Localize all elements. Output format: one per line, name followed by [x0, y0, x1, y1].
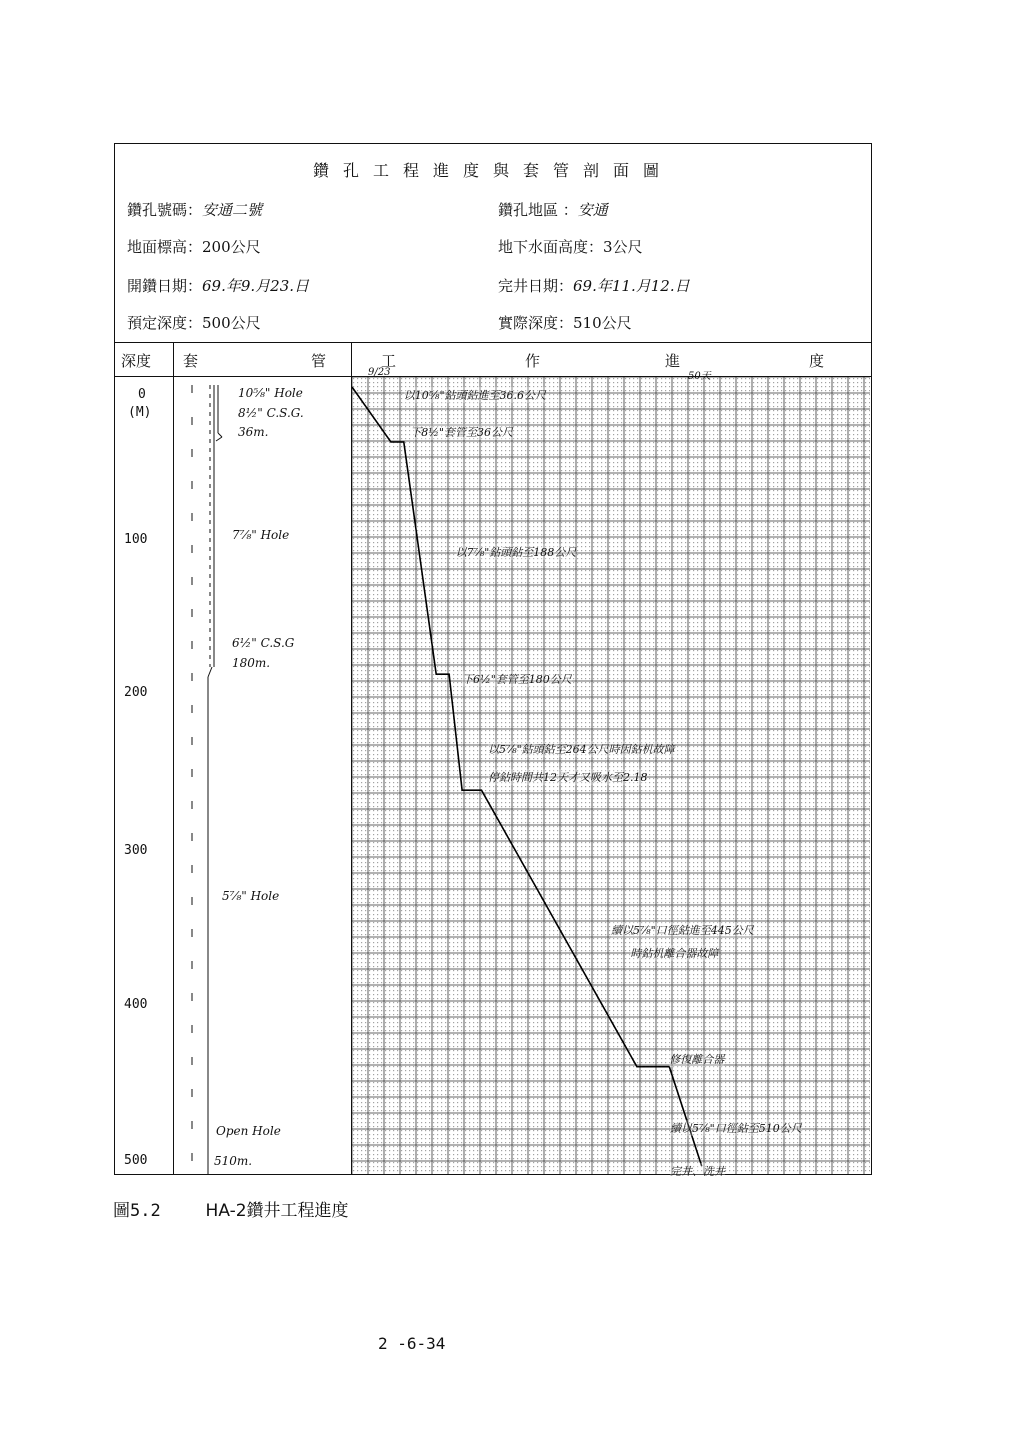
casing-note-1: 10⁵⁄₈" Hole: [238, 386, 303, 400]
work-note: 以10⁵⁄₈"鉆頭鉆進至36.6公尺: [403, 389, 547, 402]
casing-diagram: [172, 377, 350, 1175]
timeline-start-label: 9/23: [368, 367, 391, 378]
casing-column-header-1: 套: [183, 352, 199, 370]
work-note: 以7⁷⁄₈"鉆頭鉆至188公尺: [455, 546, 577, 560]
work-note: 修復離合器: [669, 1053, 725, 1067]
depth-tick-300: 300: [124, 843, 148, 858]
planned-depth-label: 預定深度：: [127, 314, 203, 332]
figure-number: 圖5.2: [113, 1201, 161, 1221]
depth-column-header: 深度: [121, 352, 152, 370]
well-number-value: 安通二號: [202, 201, 263, 219]
casing-note-2: 8½" C.S.G.: [238, 406, 304, 420]
header-divider: [115, 342, 871, 343]
casing-note-7: 5⁷⁄₈" Hole: [222, 889, 280, 903]
casing-note-5: 6½" C.S.G: [232, 636, 295, 650]
drilling-area: [498, 199, 608, 220]
work-column-header-4: 度: [809, 352, 825, 370]
depth-tick-500: 500: [124, 1153, 148, 1168]
timeline-50-day-label: 50天: [688, 371, 711, 382]
planned-depth: [127, 312, 261, 333]
page-number: 2 -6-34: [378, 1334, 446, 1353]
depth-tick-200: 200: [124, 685, 148, 700]
depth-tick-0: 0: [138, 387, 146, 402]
figure-caption: [113, 1196, 349, 1221]
drilling-area-value: 安通: [577, 201, 608, 219]
depth-unit: (M): [128, 405, 152, 420]
ground-elevation-value: 200公尺: [202, 238, 261, 256]
work-note: 下6½"套管至180公尺: [462, 673, 572, 687]
start-date: [127, 275, 309, 296]
depth-tick-100: 100: [124, 532, 148, 547]
completion-date-label: 完井日期：: [498, 277, 574, 295]
work-note: 續以5⁷⁄₈"口徑鉆進至445公尺: [611, 923, 754, 937]
depth-tick-400: 400: [124, 997, 148, 1012]
actual-depth: [498, 312, 632, 333]
start-date-label: 開鑽日期：: [127, 277, 203, 295]
work-note: 以5⁷⁄₈"鉆頭鉆至264公尺時因鉆机故障: [487, 743, 675, 757]
casing-note-9: 510m.: [214, 1154, 253, 1168]
work-note: 下8½"套管至36公尺: [410, 425, 513, 439]
ground-elevation-label: 地面標高：: [127, 238, 203, 256]
planned-depth-value: 500公尺: [202, 314, 261, 332]
work-column-header-2: 作: [525, 352, 541, 370]
work-note: 完井、洗井: [670, 1164, 725, 1178]
work-column-header-3: 進: [665, 352, 681, 370]
casing-note-4: 7⁷⁄₈" Hole: [232, 528, 290, 542]
ground-elevation: [127, 236, 261, 257]
completion-date-value: 69.年11.月12.日: [573, 277, 690, 295]
groundwater-level-label: 地下水面高度：: [498, 238, 604, 256]
casing-note-6: 180m.: [232, 656, 271, 670]
figure-title: HA-2鑽井工程進度: [205, 1201, 349, 1221]
drilling-area-label: 鑽孔地區 ：: [498, 201, 578, 219]
groundwater-level: [498, 236, 643, 257]
start-date-value: 69.年9.月23.日: [202, 277, 310, 295]
casing-note-8: Open Hole: [216, 1124, 281, 1138]
work-note: 停鉆時間共12天才又吸水至2.18: [487, 770, 648, 784]
well-number: [127, 199, 262, 220]
actual-depth-label: 實際深度：: [498, 314, 574, 332]
completion-date: [498, 275, 690, 296]
sheet-title: 鑽孔工程進度與套管剖面圖: [312, 161, 673, 180]
well-number-label: 鑽孔號碼：: [127, 201, 203, 219]
casing-note-3: 36m.: [238, 425, 269, 439]
work-column-header-1: 工: [381, 352, 397, 370]
groundwater-level-value: 3公尺: [603, 238, 643, 256]
actual-depth-value: 510公尺: [573, 314, 632, 332]
casing-column-header-2: 管: [311, 352, 327, 370]
work-note: 續以5⁷⁄₈"口徑鉆至510公尺: [670, 1122, 802, 1136]
work-note: 時鉆机離合器故障: [630, 946, 719, 960]
